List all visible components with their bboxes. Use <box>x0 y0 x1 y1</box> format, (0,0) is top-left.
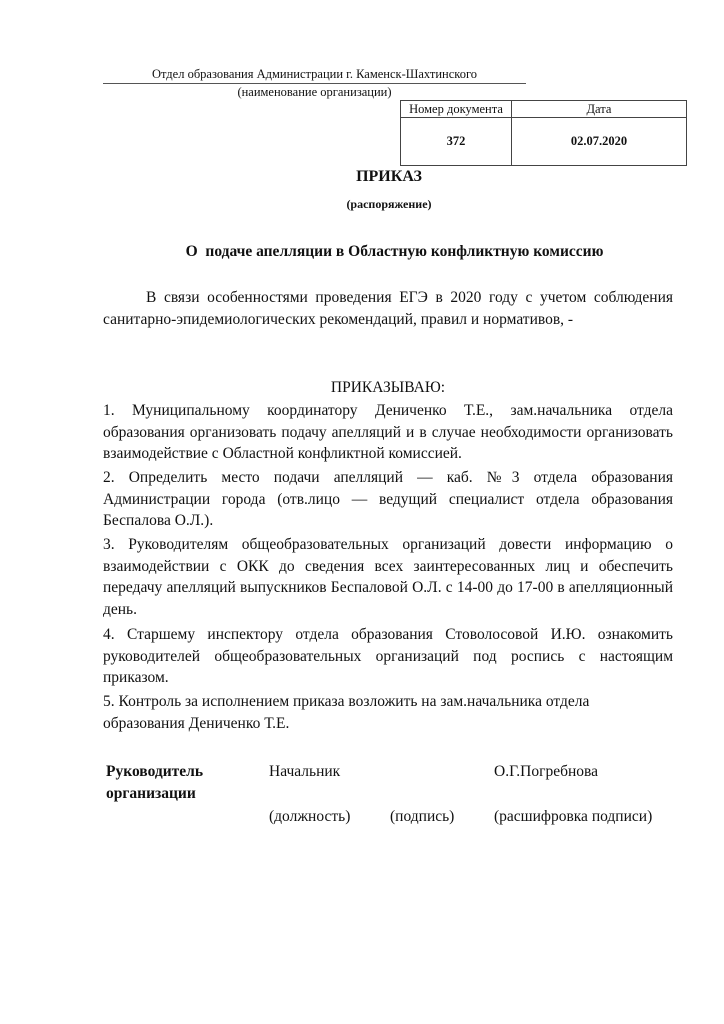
signature-caption-position: (должность) <box>269 808 351 825</box>
organization-caption: (наименование организации) <box>237 85 392 99</box>
document-table-header-row <box>401 101 687 118</box>
organization-underline <box>103 83 526 84</box>
order-item-5: 5. Контроль за исполнением приказа возложить на зам.начальника отдела образования Дениченко Т.Е. <box>103 693 590 732</box>
intro-paragraph: В связи особенностями проведения ЕГЭ в 2020 году с учетом соблюдения санитарно-эпидемиологических рекомендаций, правил и нормативов, - <box>103 289 673 328</box>
document-title: ПРИКАЗ <box>356 168 422 185</box>
order-item-4: 4. Старшему инспектору отдела образования Стоволосовой И.Ю. ознакомить руководителей общеобразовательных организаций под роспись с настоящим приказом. <box>103 626 673 686</box>
order-item-3: 3. Руководителям общеобразовательных организаций довести информацию о взаимодействии с ОКК до сведения всех заинтересованных лиц и обеспечить передачу апелляций выпускников Беспаловой О.Л. с 14-00 до 17-00 в апелляционный день. <box>103 536 673 618</box>
document-table-value-row <box>401 118 687 166</box>
document-date-header: Дата <box>512 101 687 118</box>
document-number: 372 <box>401 118 512 166</box>
document-number-header: Номер документа <box>401 101 512 118</box>
signature-role-label: Руководитель организации <box>106 763 204 802</box>
document-info-table <box>400 100 687 166</box>
order-item-2: 2. Определить место подачи апелляций — каб. №3 отдела образования Администрации города (отв.лицо — ведущий специалист отдела образования Беспалова О.Л.). <box>103 469 673 529</box>
document-heading: О подаче апелляции в Областную конфликтную комиссию <box>185 243 604 260</box>
signature-caption-decoding: (расшифровка подписи) <box>494 808 653 825</box>
signature-position: Начальник <box>269 763 341 780</box>
order-word: ПРИКАЗЫВАЮ: <box>330 379 446 396</box>
signature-caption-signature: (подпись) <box>390 808 455 825</box>
document-subtitle: (распоряжение) <box>346 197 432 211</box>
document-date: 02.07.2020 <box>512 118 687 166</box>
signature-name: О.Г.Погребнова <box>494 763 599 780</box>
organization-name: Отдел образования Администрации г. Каменск-Шахтинского <box>151 67 478 81</box>
order-item-1: 1. Муниципальному координатору Дениченко Т.Е., зам.начальника отдела образования организовать подачу апелляций и в случае необходимости организовать взаимодействие с Областной конфликтной комиссией. <box>103 402 673 462</box>
